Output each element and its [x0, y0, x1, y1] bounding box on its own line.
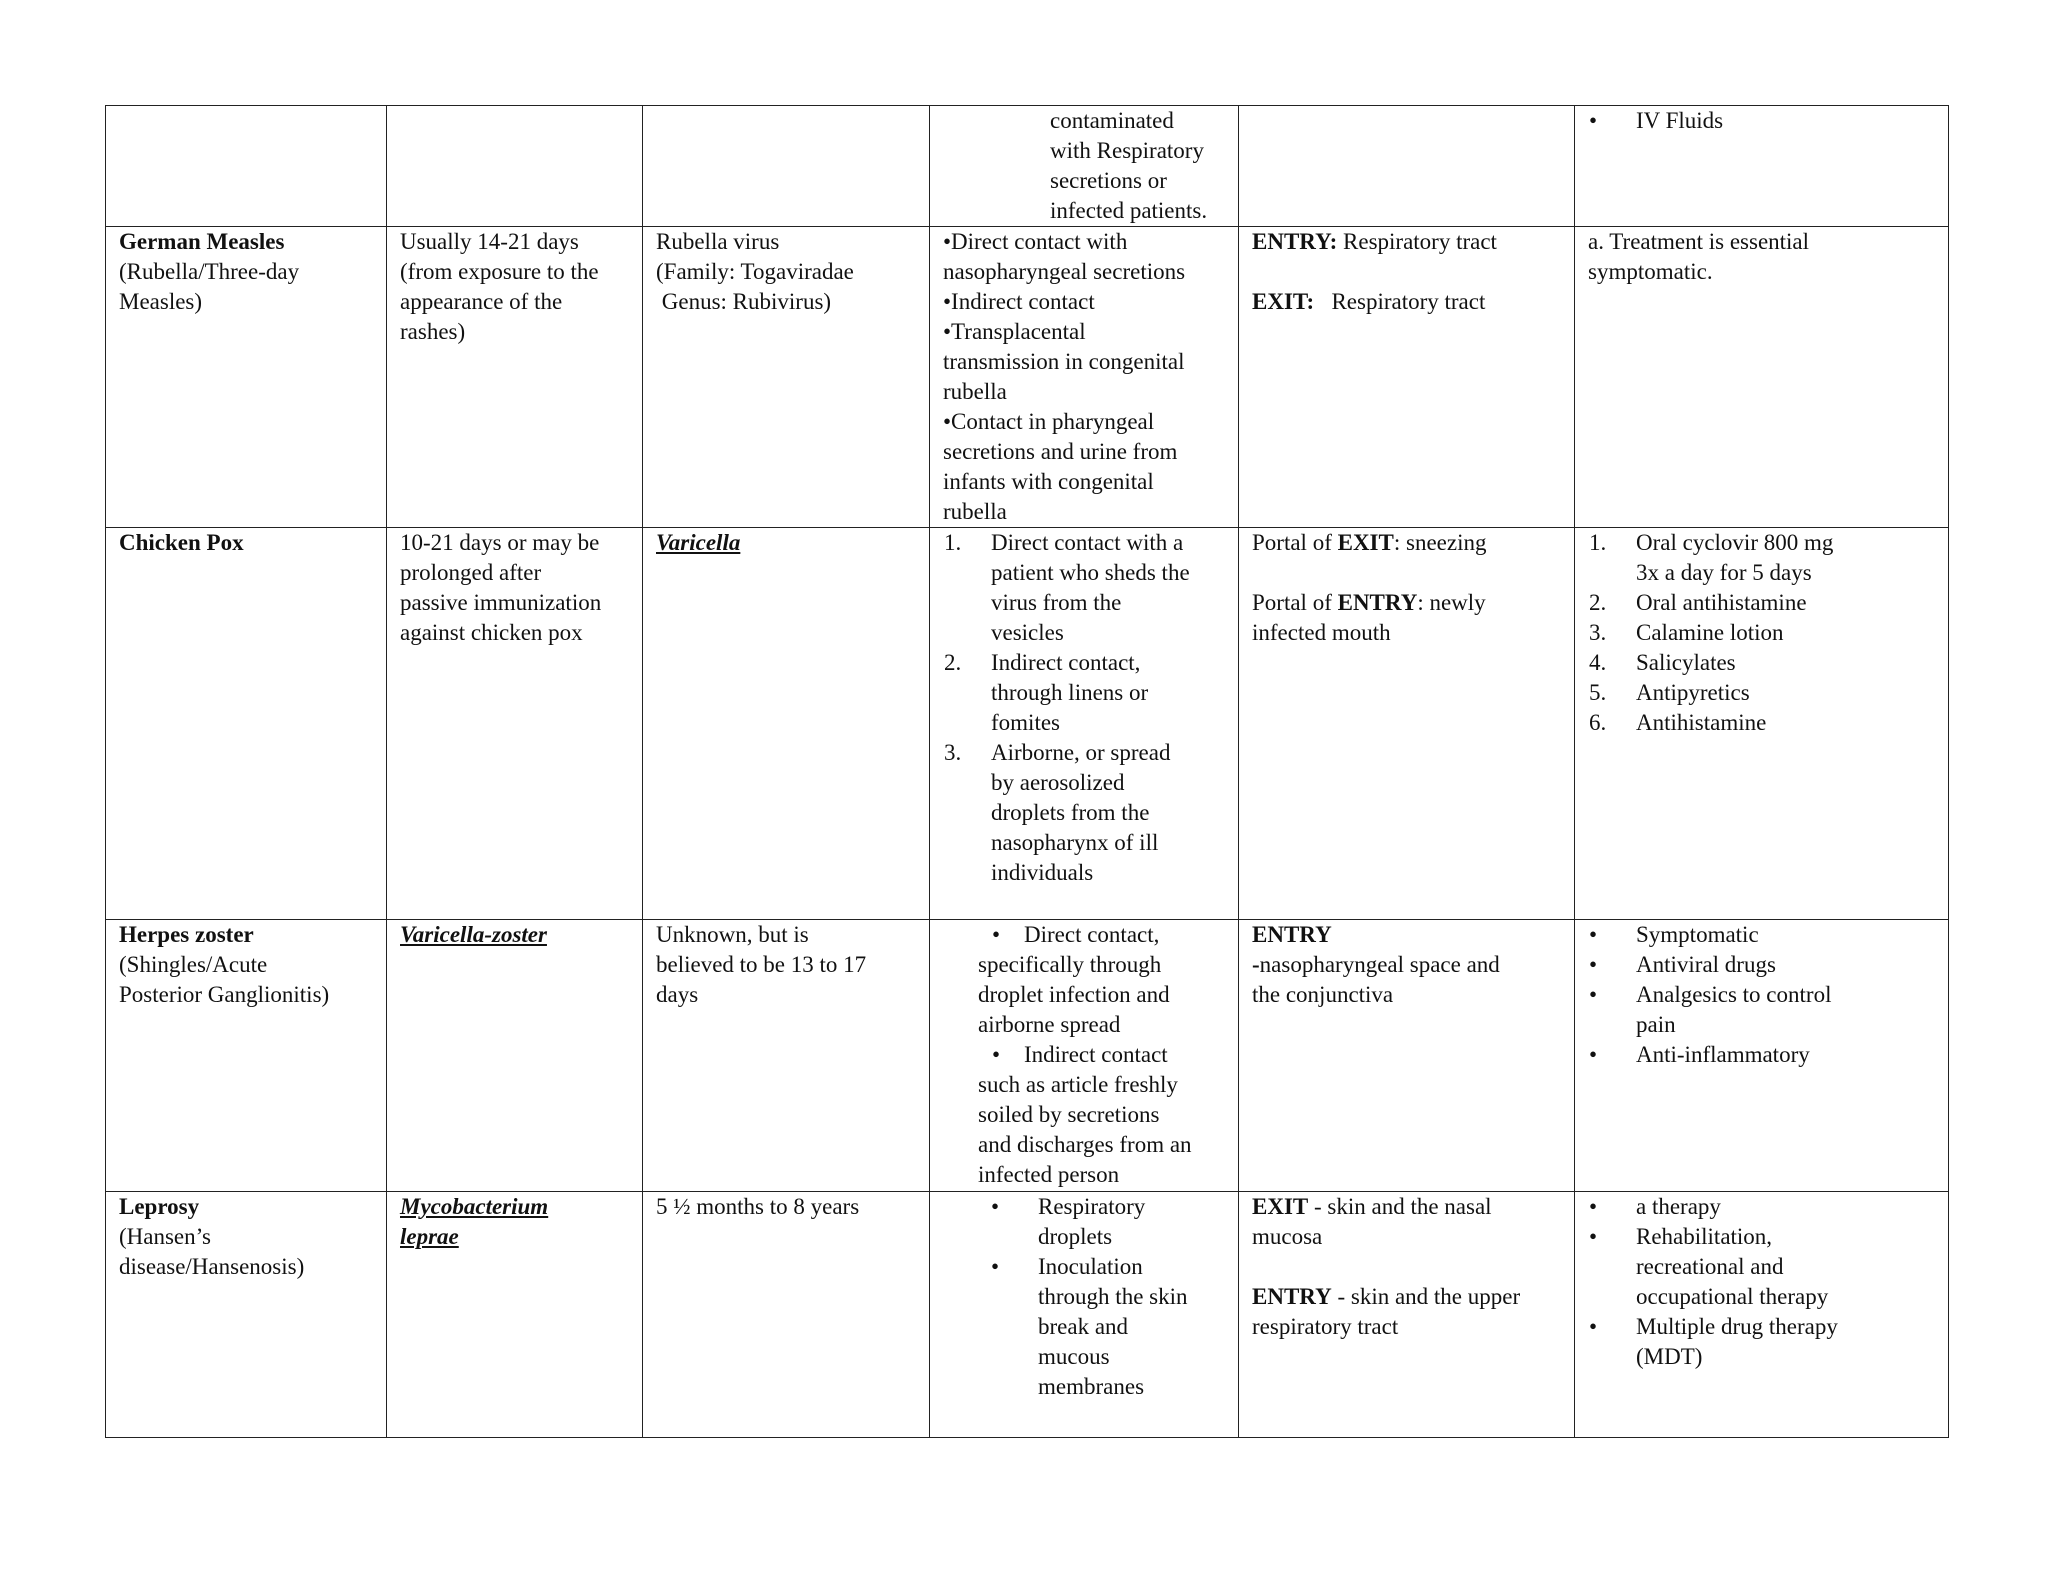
transmission-text: with Respiratory — [1050, 138, 1204, 163]
disease-name: Chicken Pox — [119, 530, 244, 555]
transmission-item: • Respiratory droplets — [991, 1194, 1146, 1249]
bullet-icon: • — [1589, 1224, 1598, 1249]
transmission-text: airborne spread — [978, 1012, 1121, 1037]
incubation-cell — [387, 227, 643, 528]
portal-entry: ENTRY: Respiratory tract — [1252, 229, 1497, 254]
agent-text: (Family: Togaviradae — [656, 259, 854, 284]
incubation-text: appearance of the — [400, 289, 563, 314]
table-row — [106, 227, 1949, 528]
agent-cell — [643, 920, 930, 1192]
incubation-text: rashes) — [400, 319, 466, 344]
treatment-text: symptomatic. — [1588, 259, 1713, 284]
transmission-cell — [930, 106, 1239, 227]
transmission-text: droplet infection and — [978, 982, 1170, 1007]
treatment-item: • Analgesics to control pain — [1589, 982, 1832, 1037]
transmission-item: 3. Airborne, or spread by aerosolized droplets from the nasopharynx of ill individuals — [944, 740, 1171, 885]
bullet-icon: • — [992, 1042, 1001, 1067]
treatment-item: • IV Fluids — [1588, 106, 1936, 136]
transmission-text: infected patients. — [1050, 198, 1208, 223]
transmission-text: rubella — [943, 379, 1007, 404]
incubation-text: passive immunization — [400, 590, 602, 615]
transmission-item: • Direct contact, — [978, 920, 1226, 950]
agent-text: Varicella — [656, 530, 741, 555]
portal-exit: Portal of EXIT: sneezing — [1252, 530, 1487, 555]
disease-name: Leprosy — [119, 1194, 200, 1219]
transmission-text: secretions or — [1050, 168, 1167, 193]
incubation-text: leprae — [400, 1224, 459, 1249]
table-row — [106, 1192, 1949, 1438]
agent-text: Rubella virus — [656, 229, 780, 254]
portal-entry: Portal of ENTRY: newly — [1252, 590, 1486, 615]
disease-alt-name: Posterior Ganglionitis) — [119, 982, 330, 1007]
bullet-icon: • — [1589, 1194, 1598, 1219]
bullet-icon: • — [1589, 1042, 1598, 1067]
transmission-text: •Transplacental — [943, 319, 1086, 344]
bullet-icon: • — [991, 1254, 1000, 1279]
disease-cell — [106, 920, 387, 1192]
transmission-text: •Contact in pharyngeal — [943, 409, 1155, 434]
transmission-text: such as article freshly — [978, 1072, 1178, 1097]
transmission-item: 2. Indirect contact, through linens or fomites — [944, 650, 1149, 735]
portal-entry: ENTRY - skin and the upper — [1252, 1284, 1521, 1309]
portal-entry-cont: infected mouth — [1252, 620, 1391, 645]
incubation-cell — [387, 106, 643, 227]
table-row — [106, 528, 1949, 920]
incubation-text: Mycobacterium — [400, 1194, 549, 1219]
incubation-cell — [387, 920, 643, 1192]
treatment-text: a. Treatment is essential — [1588, 229, 1810, 254]
treatment-item: 3. Calamine lotion — [1589, 620, 1784, 645]
disease-cell — [106, 528, 387, 920]
treatment-item: • Anti-inflammatory — [1588, 1040, 1936, 1070]
transmission-text: contaminated — [1050, 108, 1174, 133]
portal-exit: EXIT - skin and the nasal — [1252, 1194, 1492, 1219]
treatment-item: • Antiviral drugs — [1588, 950, 1936, 980]
transmission-text: soiled by secretions — [978, 1102, 1160, 1127]
portal-exit-cont: mucosa — [1252, 1224, 1323, 1249]
disease-table — [105, 105, 1949, 1438]
incubation-cell — [387, 528, 643, 920]
disease-alt-name: Measles) — [119, 289, 203, 314]
table-row — [106, 920, 1949, 1192]
portal-entry-cont: the conjunctiva — [1252, 982, 1394, 1007]
bullet-icon: • — [1589, 982, 1598, 1007]
disease-alt-name: (Hansen’s — [119, 1224, 211, 1249]
portal-entry: -nasopharyngeal space and — [1252, 952, 1500, 977]
treatment-item: 5. Antipyretics — [1589, 680, 1750, 705]
agent-cell — [643, 1192, 930, 1438]
portal-cell — [1239, 1192, 1575, 1438]
treatment-cell — [1575, 1192, 1949, 1438]
treatment-cell — [1575, 528, 1949, 920]
transmission-item: • Inoculation through the skin break and mucous membranes — [991, 1254, 1188, 1399]
agent-cell — [643, 528, 930, 920]
treatment-cell — [1575, 106, 1949, 227]
bullet-icon: • — [992, 922, 1001, 947]
transmission-cell — [930, 1192, 1239, 1438]
bullet-icon: • — [1589, 952, 1598, 977]
disease-alt-name: (Rubella/Three-day — [119, 259, 300, 284]
bullet-icon: • — [1589, 108, 1598, 133]
treatment-cell — [1575, 227, 1949, 528]
transmission-text: transmission in congenital — [943, 349, 1185, 374]
transmission-text: secretions and urine from — [943, 439, 1178, 464]
portal-entry-cont: respiratory tract — [1252, 1314, 1399, 1339]
treatment-item: • Symptomatic — [1588, 920, 1936, 950]
transmission-text: infants with congenital — [943, 469, 1154, 494]
transmission-cell — [930, 528, 1239, 920]
incubation-text: prolonged after — [400, 560, 542, 585]
portal-cell — [1239, 528, 1575, 920]
treatment-item: 1. Oral cyclovir 800 mg 3x a day for 5 days — [1589, 530, 1834, 585]
portal-cell — [1239, 106, 1575, 227]
bullet-icon: • — [1589, 922, 1598, 947]
transmission-text: nasopharyngeal secretions — [943, 259, 1186, 284]
incubation-text: against chicken pox — [400, 620, 583, 645]
portal-cell — [1239, 227, 1575, 528]
treatment-item: 2. Oral antihistamine — [1589, 590, 1807, 615]
transmission-text: rubella — [943, 499, 1007, 524]
incubation-text: (from exposure to the — [400, 259, 599, 284]
transmission-text: and discharges from an — [978, 1132, 1192, 1157]
incubation-text: Usually 14-21 days — [400, 229, 579, 254]
incubation-cell — [387, 1192, 643, 1438]
disease-name: Herpes zoster — [119, 922, 254, 947]
agent-text: Genus: Rubivirus) — [656, 289, 832, 314]
transmission-item: • Indirect contact — [978, 1040, 1226, 1070]
transmission-cell — [930, 920, 1239, 1192]
agent-text: Unknown, but is — [656, 922, 809, 947]
disease-cell — [106, 227, 387, 528]
table-row — [106, 106, 1949, 227]
transmission-cell — [930, 227, 1239, 528]
treatment-item: 6. Antihistamine — [1589, 710, 1767, 735]
transmission-text: infected person — [978, 1162, 1120, 1187]
transmission-text: •Indirect contact — [943, 289, 1095, 314]
agent-text: believed to be 13 to 17 — [656, 952, 867, 977]
treatment-item: • Rehabilitation, recreational and occupational therapy — [1589, 1224, 1829, 1309]
treatment-cell — [1575, 920, 1949, 1192]
disease-alt-name: (Shingles/Acute — [119, 952, 268, 977]
bullet-icon: • — [1589, 1314, 1598, 1339]
bullet-icon: • — [991, 1194, 1000, 1219]
treatment-item: • a therapy — [1588, 1192, 1936, 1222]
portal-exit: EXIT: Respiratory tract — [1252, 289, 1486, 314]
treatment-item: • Multiple drug therapy (MDT) — [1589, 1314, 1838, 1369]
transmission-item: 1. Direct contact with a patient who sheds the virus from the vesicles — [944, 530, 1190, 645]
portal-cell — [1239, 920, 1575, 1192]
incubation-text: 10-21 days or may be — [400, 530, 600, 555]
agent-text: days — [656, 982, 699, 1007]
disease-cell — [106, 1192, 387, 1438]
incubation-text: Varicella-zoster — [400, 922, 547, 947]
agent-cell — [643, 227, 930, 528]
treatment-item: 4. Salicylates — [1589, 650, 1736, 675]
disease-name: German Measles — [119, 229, 285, 254]
agent-cell — [643, 106, 930, 227]
transmission-text: specifically through — [978, 952, 1162, 977]
disease-cell — [106, 106, 387, 227]
agent-text: 5 ½ months to 8 years — [656, 1194, 860, 1219]
portal-entry-label: ENTRY — [1252, 922, 1332, 947]
transmission-text: •Direct contact with — [943, 229, 1128, 254]
disease-alt-name: disease/Hansenosis) — [119, 1254, 305, 1279]
